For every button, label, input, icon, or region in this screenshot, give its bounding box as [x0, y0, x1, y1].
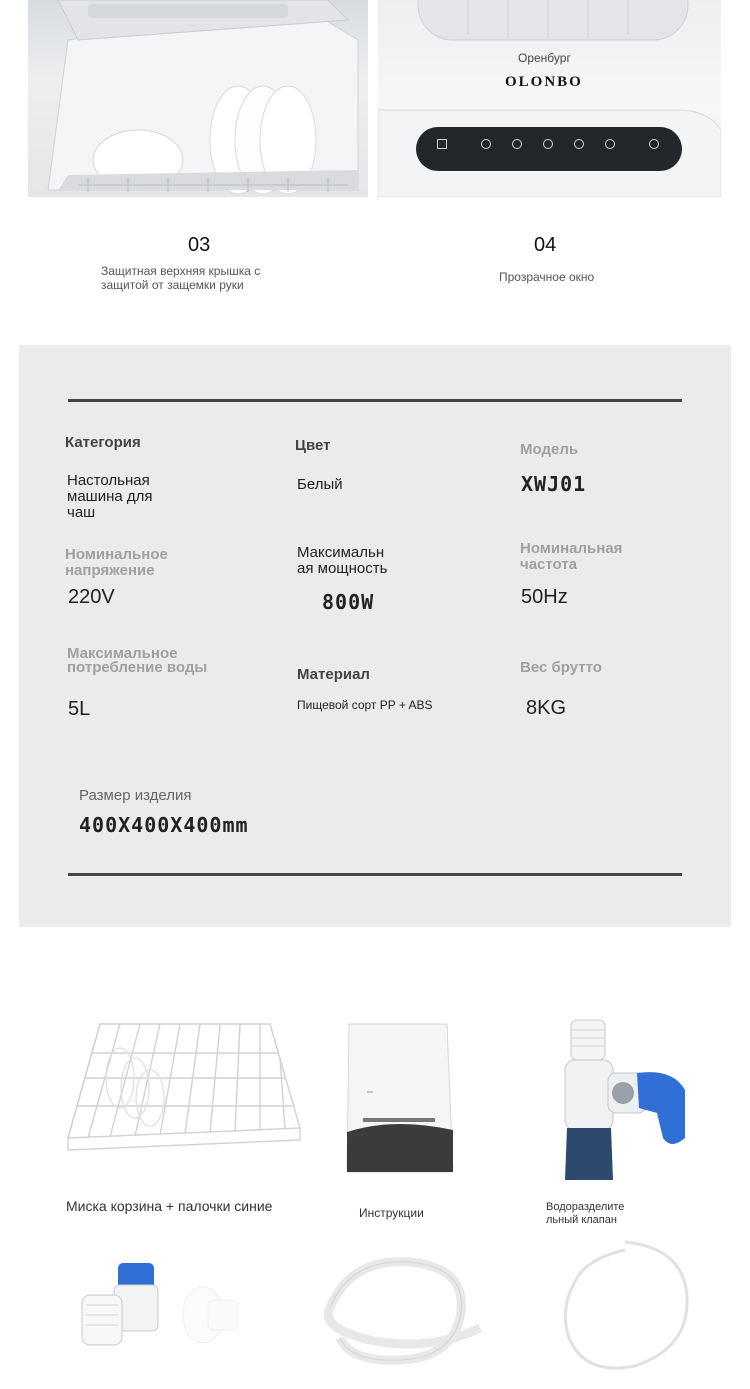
- feature-caption-04: Прозрачное окно: [499, 270, 595, 284]
- color-value: Белый: [297, 476, 343, 493]
- feature-caption-03-line1: Защитная верхняя крышка с: [101, 264, 261, 278]
- water-valve-illustration: [553, 1018, 693, 1183]
- category-value-line1: Настольная: [67, 472, 150, 489]
- dishwasher-lid-illustration: [28, 0, 368, 197]
- manual-caption: Инструкции: [359, 1206, 424, 1220]
- material-label: Материал: [297, 666, 370, 683]
- frequency-label-line1: Номинальная: [520, 540, 623, 557]
- dish-basket-image: [60, 1018, 308, 1158]
- faint-fitting-image: [178, 1280, 248, 1350]
- brand-city: Оренбург: [518, 51, 571, 65]
- dry-icon: [600, 139, 620, 157]
- lid-photo: [28, 0, 368, 197]
- fruit-wash-icon: [538, 139, 558, 157]
- menu-icon: [432, 139, 452, 157]
- model-label: Модель: [520, 441, 579, 458]
- valve-image: [553, 1018, 693, 1183]
- valve-caption-line2: льный клапан: [546, 1214, 617, 1226]
- manual-booklet-illustration: [343, 1022, 455, 1174]
- power-label-line2: ая мощность: [297, 560, 388, 577]
- drain-hose-image: [310, 1248, 490, 1378]
- inlet-tube-image: [555, 1238, 700, 1378]
- feature-number-04: 04: [534, 234, 557, 256]
- elbow-connector-illustration: [78, 1255, 168, 1355]
- size-label: Размер изделия: [79, 787, 192, 804]
- top-divider: [68, 399, 682, 402]
- water-value: 5L: [68, 698, 91, 720]
- strong-wash-icon: [507, 139, 527, 157]
- water-label-line2: потребление воды: [67, 659, 208, 676]
- category-label: Категория: [65, 434, 141, 451]
- manual-image: [343, 1022, 455, 1174]
- weight-label: Вес брутто: [520, 659, 602, 676]
- fitting-ghost-illustration: [178, 1280, 248, 1350]
- inlet-tube-illustration: [555, 1238, 700, 1378]
- power-value: 800W: [322, 590, 375, 614]
- brand-logo: OLONBO: [505, 74, 583, 90]
- valve-caption-line1: Водоразделите: [546, 1201, 625, 1213]
- basket-caption: Миска корзина + палочки синие: [66, 1198, 273, 1214]
- frequency-label-line2: частота: [520, 556, 578, 573]
- voltage-value: 220V: [68, 586, 115, 608]
- size-value: 400X400X400mm: [79, 813, 249, 837]
- feature-caption-03-line2: защитой от защемки руки: [101, 278, 244, 292]
- dish-basket-illustration: [60, 1018, 308, 1158]
- quick-wash-icon: [476, 139, 496, 157]
- material-value: Пищевой сорт PP + ABS: [297, 698, 433, 712]
- spec-sheet: [19, 345, 731, 927]
- drain-hose-illustration: [310, 1248, 490, 1378]
- voltage-label-line1: Номинальное: [65, 546, 168, 563]
- power-label-line1: Максимальн: [297, 544, 385, 561]
- elbow-connector-image: [78, 1255, 168, 1355]
- category-value-line2: машина для: [67, 488, 153, 505]
- bottom-divider: [68, 873, 682, 876]
- model-value: XWJ01: [521, 472, 587, 496]
- weight-value: 8KG: [526, 697, 567, 719]
- self-clean-icon: [569, 139, 589, 157]
- water-label-line1: Максимальное: [67, 645, 178, 662]
- color-label: Цвет: [295, 437, 331, 454]
- category-value-line3: чаш: [67, 504, 96, 521]
- feature-number-03: 03: [188, 234, 211, 256]
- frequency-value: 50Hz: [521, 586, 568, 608]
- power-icon: [644, 139, 664, 157]
- voltage-label-line2: напряжение: [65, 562, 155, 579]
